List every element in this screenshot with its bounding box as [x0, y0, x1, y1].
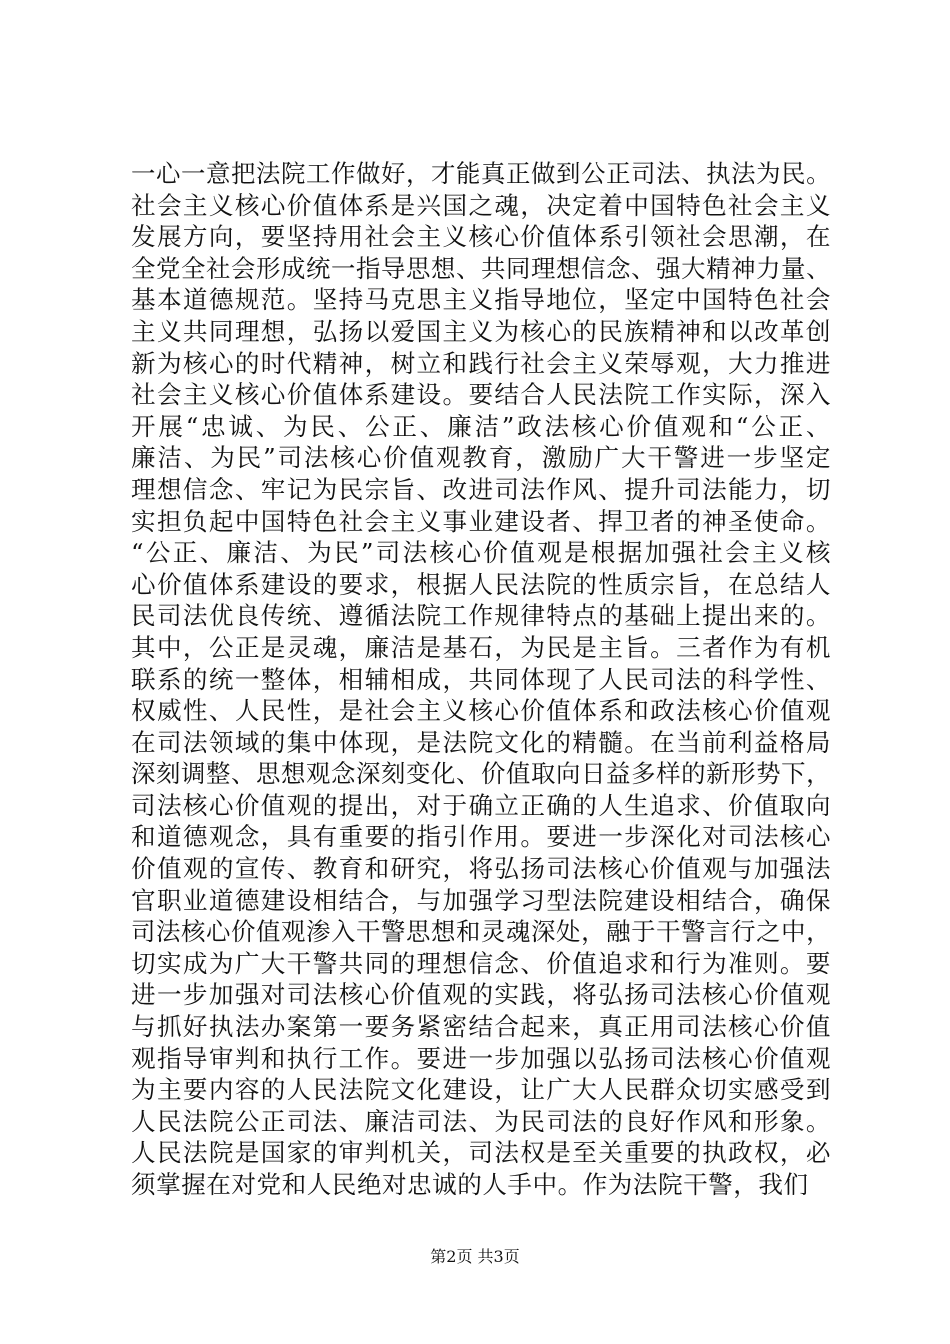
text-line: 权威性、人民性，是社会主义核心价值体系和政法核心价值观	[131, 696, 831, 726]
text-line: 社会主义核心价值体系建设。要结合人民法院工作实际，深入	[131, 380, 831, 410]
text-line: 其中，公正是灵魂，廉洁是基石，为民是主旨。三者作为有机	[131, 632, 831, 662]
text-line: 人民法院公正司法、廉洁司法、为民司法的良好作风和形象。	[131, 1106, 831, 1136]
text-line: 民司法优良传统、遵循法院工作规律特点的基础上提出来的。	[131, 601, 831, 631]
text-line: 在司法领域的集中体现，是法院文化的精髓。在当前利益格局	[131, 727, 831, 757]
text-line: 司法核心价值观渗入干警思想和灵魂深处，融于干警言行之中，	[131, 917, 831, 947]
text-line: 人民法院是国家的审判机关，司法权是至关重要的执政权，必	[131, 1138, 831, 1168]
text-line: “公正、廉洁、为民”司法核心价值观是根据加强社会主义核	[131, 538, 831, 568]
text-line: 一心一意把法院工作做好，才能真正做到公正司法、执法为民。	[131, 159, 831, 188]
text-line: 观指导审判和执行工作。要进一步加强以弘扬司法核心价值观	[131, 1043, 831, 1073]
page-footer: 第2页 共3页	[430, 1247, 520, 1266]
text-line: 实担负起中国特色社会主义事业建设者、捍卫者的神圣使命。	[131, 506, 831, 536]
text-line: 廉洁、为民”司法核心价值观教育，激励广大干警进一步坚定	[131, 443, 831, 473]
text-line: 官职业道德建设相结合，与加强学习型法院建设相结合，确保	[131, 885, 831, 915]
text-line: 全党全社会形成统一指导思想、共同理想信念、强大精神力量、	[131, 253, 831, 283]
text-line: 社会主义核心价值体系是兴国之魂，决定着中国特色社会主义	[131, 190, 831, 220]
text-line: 须掌握在对党和人民绝对忠诚的人手中。作为法院干警，我们	[131, 1170, 809, 1199]
text-line: 开展“忠诚、为民、公正、廉洁”政法核心价值观和“公正、	[131, 411, 831, 441]
text-line: 基本道德规范。坚持马克思主义指导地位，坚定中国特色社会	[131, 285, 831, 315]
text-line: 深刻调整、思想观念深刻变化、价值取向日益多样的新形势下，	[131, 759, 831, 789]
text-line: 联系的统一整体，相辅相成，共同体现了人民司法的科学性、	[131, 664, 831, 694]
text-line: 价值观的宣传、教育和研究，将弘扬司法核心价值观与加强法	[131, 854, 831, 884]
text-line: 进一步加强对司法核心价值观的实践，将弘扬司法核心价值观	[131, 980, 831, 1010]
text-line: 为主要内容的人民法院文化建设，让广大人民群众切实感受到	[131, 1075, 831, 1105]
text-line: 和道德观念，具有重要的指引作用。要进一步深化对司法核心	[131, 822, 831, 852]
text-line: 主义共同理想，弘扬以爱国主义为核心的民族精神和以改革创	[131, 316, 831, 346]
text-line: 司法核心价值观的提出，对于确立正确的人生追求、价值取向	[131, 790, 831, 820]
text-line: 新为核心的时代精神，树立和践行社会主义荣辱观，大力推进	[131, 348, 831, 378]
text-line: 与抓好执法办案第一要务紧密结合起来，真正用司法核心价值	[131, 1012, 831, 1042]
body-text	[131, 158, 831, 1201]
text-line: 理想信念、牢记为民宗旨、改进司法作风、提升司法能力，切	[131, 474, 831, 504]
text-line: 心价值体系建设的要求，根据人民法院的性质宗旨，在总结人	[131, 569, 831, 599]
text-line: 发展方向，要坚持用社会主义核心价值体系引领社会思潮，在	[131, 222, 831, 252]
text-line: 切实成为广大干警共同的理想信念、价值追求和行为准则。要	[131, 948, 831, 978]
